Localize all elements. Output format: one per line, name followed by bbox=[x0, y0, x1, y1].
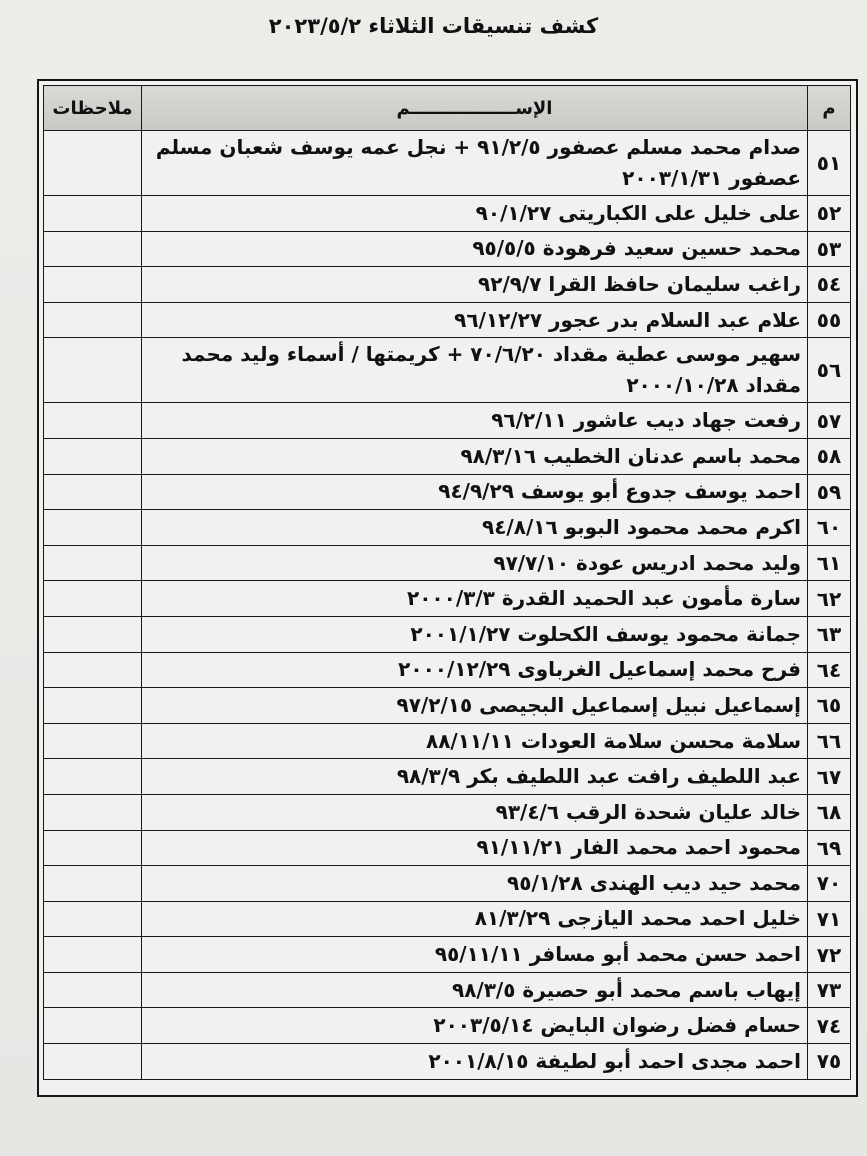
row-name: رفعت جهاد ديب عاشور ٩٦/٢/١١ bbox=[142, 403, 808, 439]
row-notes bbox=[44, 723, 142, 759]
row-name: عبد اللطيف رافت عبد اللطيف بكر ٩٨/٣/٩ bbox=[142, 759, 808, 795]
row-notes bbox=[44, 972, 142, 1008]
table-row bbox=[44, 1008, 851, 1044]
row-name: راغب سليمان حافظ القرا ٩٢/٩/٧ bbox=[142, 267, 808, 303]
table-row bbox=[44, 759, 851, 795]
table-row bbox=[44, 267, 851, 303]
row-notes bbox=[44, 438, 142, 474]
row-name: فرح محمد إسماعيل الغرباوى ٢٠٠٠/١٢/٢٩ bbox=[142, 652, 808, 688]
row-number: ٦٨ bbox=[808, 794, 851, 830]
row-name: وليد محمد ادريس عودة ٩٧/٧/١٠ bbox=[142, 545, 808, 581]
row-notes bbox=[44, 616, 142, 652]
row-name: سهير موسى عطية مقداد ٧٠/٦/٢٠ + كريمتها / أسماء وليد محمد مقداد ٢٠٠٠/١٠/٢٨ bbox=[142, 338, 808, 403]
row-notes bbox=[44, 581, 142, 617]
row-name: احمد يوسف جدوع أبو يوسف ٩٤/٩/٢٩ bbox=[142, 474, 808, 510]
row-name: سارة مأمون عبد الحميد القدرة ٢٠٠٠/٣/٣ bbox=[142, 581, 808, 617]
table-row bbox=[44, 581, 851, 617]
row-number: ٧٤ bbox=[808, 1008, 851, 1044]
page-title: كشف تنسيقات الثلاثاء ٢٠٢٣/٥/٢ bbox=[268, 14, 599, 38]
table-row bbox=[44, 545, 851, 581]
table-row bbox=[44, 652, 851, 688]
row-number: ٦٥ bbox=[808, 688, 851, 724]
row-number: ٧١ bbox=[808, 901, 851, 937]
row-number: ٦٠ bbox=[808, 510, 851, 546]
row-notes bbox=[44, 937, 142, 973]
row-notes bbox=[44, 267, 142, 303]
header-notes: ملاحظات bbox=[44, 86, 142, 131]
table-row bbox=[44, 474, 851, 510]
table-row bbox=[44, 196, 851, 232]
row-number: ٥١ bbox=[808, 131, 851, 196]
row-number: ٦٤ bbox=[808, 652, 851, 688]
row-name: اكرم محمد محمود البوبو ٩٤/٨/١٦ bbox=[142, 510, 808, 546]
row-name: إيهاب باسم محمد أبو حصيرة ٩٨/٣/٥ bbox=[142, 972, 808, 1008]
row-notes bbox=[44, 338, 142, 403]
table-row bbox=[44, 937, 851, 973]
table-row bbox=[44, 302, 851, 338]
header-number: م bbox=[808, 86, 851, 131]
table-row bbox=[44, 794, 851, 830]
row-number: ٥٩ bbox=[808, 474, 851, 510]
row-name: خليل احمد محمد اليازجى ٨١/٣/٢٩ bbox=[142, 901, 808, 937]
coordination-table bbox=[43, 85, 851, 1080]
row-number: ٦٧ bbox=[808, 759, 851, 795]
header-name: الإســـــــــــــــــم bbox=[142, 86, 808, 131]
row-number: ٦٣ bbox=[808, 616, 851, 652]
row-notes bbox=[44, 196, 142, 232]
row-number: ٦٦ bbox=[808, 723, 851, 759]
row-name: محمد حيد ديب الهندى ٩٥/١/٢٨ bbox=[142, 866, 808, 902]
table-row bbox=[44, 830, 851, 866]
row-notes bbox=[44, 688, 142, 724]
row-notes bbox=[44, 901, 142, 937]
row-name: خالد عليان شحدة الرقب ٩٣/٤/٦ bbox=[142, 794, 808, 830]
row-number: ٥٨ bbox=[808, 438, 851, 474]
table-row bbox=[44, 688, 851, 724]
row-name: محمد باسم عدنان الخطيب ٩٨/٣/١٦ bbox=[142, 438, 808, 474]
row-name: محمود احمد محمد الفار ٩١/١١/٢١ bbox=[142, 830, 808, 866]
row-notes bbox=[44, 1008, 142, 1044]
row-number: ٧٥ bbox=[808, 1044, 851, 1080]
row-notes bbox=[44, 231, 142, 267]
row-name: إسماعيل نبيل إسماعيل البجيصى ٩٧/٢/١٥ bbox=[142, 688, 808, 724]
row-notes bbox=[44, 759, 142, 795]
row-notes bbox=[44, 866, 142, 902]
row-name: حسام فضل رضوان البايض ٢٠٠٣/٥/١٤ bbox=[142, 1008, 808, 1044]
row-notes bbox=[44, 510, 142, 546]
table-row bbox=[44, 403, 851, 439]
table-row bbox=[44, 972, 851, 1008]
table-row bbox=[44, 723, 851, 759]
row-number: ٧٠ bbox=[808, 866, 851, 902]
row-notes bbox=[44, 652, 142, 688]
row-name: احمد مجدى احمد أبو لطيفة ٢٠٠١/٨/١٥ bbox=[142, 1044, 808, 1080]
row-number: ٥٧ bbox=[808, 403, 851, 439]
row-name: محمد حسين سعيد فرهودة ٩٥/٥/٥ bbox=[142, 231, 808, 267]
row-notes bbox=[44, 830, 142, 866]
table-row bbox=[44, 510, 851, 546]
row-name: صدام محمد مسلم عصفور ٩١/٢/٥ + نجل عمه يوسف شعبان مسلم عصفور ٢٠٠٣/١/٣١ bbox=[142, 131, 808, 196]
row-name: جمانة محمود يوسف الكحلوت ٢٠٠١/١/٢٧ bbox=[142, 616, 808, 652]
table-row bbox=[44, 901, 851, 937]
row-notes bbox=[44, 403, 142, 439]
table-row bbox=[44, 131, 851, 196]
row-number: ٥٢ bbox=[808, 196, 851, 232]
row-name: سلامة محسن سلامة العودات ٨٨/١١/١١ bbox=[142, 723, 808, 759]
row-notes bbox=[44, 794, 142, 830]
row-number: ٥٤ bbox=[808, 267, 851, 303]
row-number: ٦٢ bbox=[808, 581, 851, 617]
row-name: علام عبد السلام بدر عجور ٩٦/١٢/٢٧ bbox=[142, 302, 808, 338]
row-name: على خليل على الكباريتى ٩٠/١/٢٧ bbox=[142, 196, 808, 232]
table-row bbox=[44, 616, 851, 652]
table-row bbox=[44, 231, 851, 267]
row-number: ٥٦ bbox=[808, 338, 851, 403]
table-row bbox=[44, 866, 851, 902]
table-header-row bbox=[44, 86, 851, 131]
row-number: ٦١ bbox=[808, 545, 851, 581]
table-row bbox=[44, 338, 851, 403]
row-notes bbox=[44, 131, 142, 196]
row-notes bbox=[44, 1044, 142, 1080]
table-frame bbox=[37, 79, 858, 1097]
row-name: احمد حسن محمد أبو مسافر ٩٥/١١/١١ bbox=[142, 937, 808, 973]
row-number: ٧٢ bbox=[808, 937, 851, 973]
row-number: ٥٣ bbox=[808, 231, 851, 267]
row-number: ٦٩ bbox=[808, 830, 851, 866]
row-notes bbox=[44, 474, 142, 510]
table-row bbox=[44, 438, 851, 474]
row-notes bbox=[44, 545, 142, 581]
row-notes bbox=[44, 302, 142, 338]
table-row bbox=[44, 1044, 851, 1080]
row-number: ٥٥ bbox=[808, 302, 851, 338]
row-number: ٧٣ bbox=[808, 972, 851, 1008]
